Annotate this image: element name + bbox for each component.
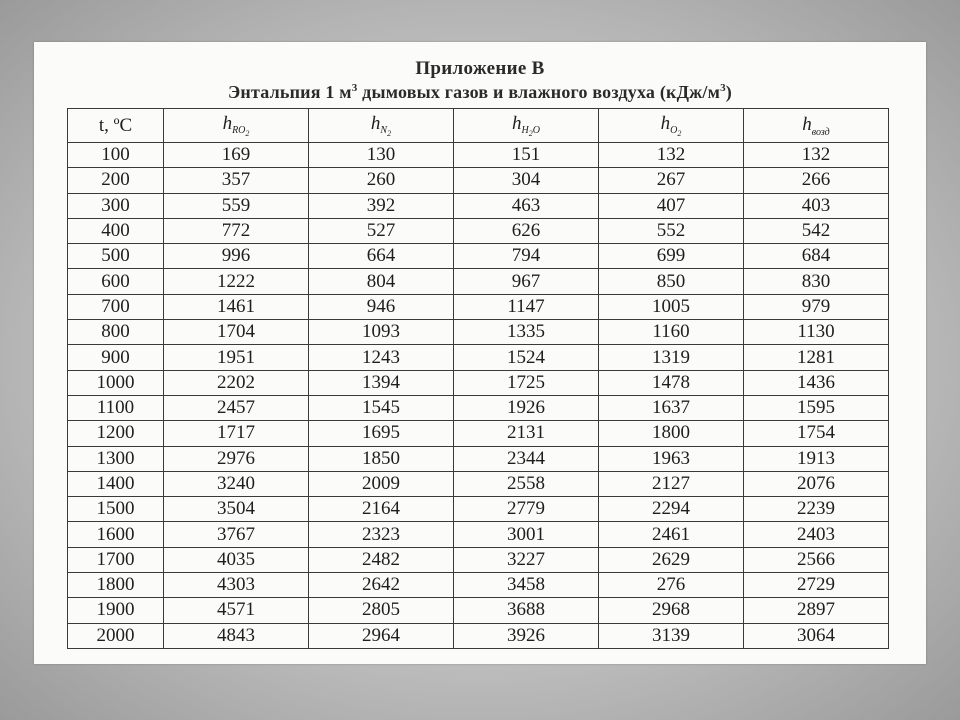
cell-temperature: 1500 [68, 497, 164, 522]
table-row [68, 497, 889, 522]
cell-h-ro2: 559 [164, 193, 309, 218]
table-caption: Энтальпия 1 $м^3$ дымовых газов и влажного воздуха $(кДж/м^3)$ [228, 82, 732, 102]
table-row [68, 269, 889, 294]
cell-h-n2: 946 [309, 294, 454, 319]
cell-h-o2: 850 [599, 269, 744, 294]
cell-h-ro2: 3240 [164, 471, 309, 496]
cell-h-o2: 1963 [599, 446, 744, 471]
cell-h-o2: 2461 [599, 522, 744, 547]
cell-temperature: 1100 [68, 395, 164, 420]
cell-h-n2: 1850 [309, 446, 454, 471]
cell-temperature: 1700 [68, 547, 164, 572]
table-row [68, 218, 889, 243]
cell-h-ro2: 2457 [164, 395, 309, 420]
cell-temperature: 500 [68, 244, 164, 269]
table-row [68, 294, 889, 319]
header-h-air: $h_{возд}$ [744, 109, 889, 143]
cell-h-h2o: 626 [454, 218, 599, 243]
cell-h-h2o: 3926 [454, 623, 599, 648]
cell-h-h2o: 151 [454, 143, 599, 168]
cell-h-ro2: 3767 [164, 522, 309, 547]
cell-h-air: 1281 [744, 345, 889, 370]
cell-h-h2o: 3688 [454, 598, 599, 623]
cell-h-o2: 2127 [599, 471, 744, 496]
cell-h-air: 542 [744, 218, 889, 243]
cell-h-o2: 276 [599, 573, 744, 598]
cell-h-o2: 699 [599, 244, 744, 269]
cell-h-o2: 2968 [599, 598, 744, 623]
cell-h-h2o: 1725 [454, 370, 599, 395]
cell-temperature: 200 [68, 168, 164, 193]
cell-h-h2o: 3458 [454, 573, 599, 598]
cell-h-h2o: 2779 [454, 497, 599, 522]
cell-h-n2: 1243 [309, 345, 454, 370]
cell-h-o2: 407 [599, 193, 744, 218]
table-row [68, 370, 889, 395]
cell-h-o2: 1800 [599, 421, 744, 446]
header-h-n2: $h_{N_2}$ [309, 109, 454, 143]
cell-temperature: 600 [68, 269, 164, 294]
cell-h-n2: 1394 [309, 370, 454, 395]
cell-h-ro2: 1717 [164, 421, 309, 446]
cell-h-o2: 3139 [599, 623, 744, 648]
cell-h-air: 2239 [744, 497, 889, 522]
header-h-ro2: $h_{RO_2}$ [164, 109, 309, 143]
header-row [68, 109, 889, 143]
table-row [68, 168, 889, 193]
cell-h-air: 1436 [744, 370, 889, 395]
cell-h-h2o: 2131 [454, 421, 599, 446]
cell-h-o2: 1319 [599, 345, 744, 370]
cell-h-n2: 2964 [309, 623, 454, 648]
cell-h-n2: 1545 [309, 395, 454, 420]
cell-h-o2: 1005 [599, 294, 744, 319]
cell-h-ro2: 4843 [164, 623, 309, 648]
cell-h-air: 2729 [744, 573, 889, 598]
cell-h-n2: 2642 [309, 573, 454, 598]
cell-h-o2: 2629 [599, 547, 744, 572]
cell-h-air: 979 [744, 294, 889, 319]
cell-h-h2o: 1147 [454, 294, 599, 319]
cell-h-ro2: 1704 [164, 320, 309, 345]
cell-h-h2o: 463 [454, 193, 599, 218]
cell-h-n2: 2164 [309, 497, 454, 522]
table-row [68, 471, 889, 496]
table-row [68, 623, 889, 648]
cell-h-n2: 527 [309, 218, 454, 243]
cell-h-n2: 2009 [309, 471, 454, 496]
cell-temperature: 1000 [68, 370, 164, 395]
header-temperature: t, ºC [68, 109, 164, 143]
cell-h-ro2: 772 [164, 218, 309, 243]
cell-temperature: 1400 [68, 471, 164, 496]
table-row [68, 522, 889, 547]
cell-h-n2: 804 [309, 269, 454, 294]
cell-h-h2o: 794 [454, 244, 599, 269]
cell-h-air: 684 [744, 244, 889, 269]
cell-temperature: 300 [68, 193, 164, 218]
table-row [68, 320, 889, 345]
document-page [34, 42, 926, 664]
cell-h-o2: 267 [599, 168, 744, 193]
table-body [68, 143, 889, 649]
cell-h-ro2: 4571 [164, 598, 309, 623]
cell-h-ro2: 2202 [164, 370, 309, 395]
cell-h-n2: 392 [309, 193, 454, 218]
cell-h-o2: 552 [599, 218, 744, 243]
table-row [68, 193, 889, 218]
cell-h-ro2: 1461 [164, 294, 309, 319]
enthalpy-table [67, 108, 889, 649]
cell-h-air: 2566 [744, 547, 889, 572]
cell-h-h2o: 3001 [454, 522, 599, 547]
cell-h-n2: 130 [309, 143, 454, 168]
cell-temperature: 2000 [68, 623, 164, 648]
cell-h-o2: 132 [599, 143, 744, 168]
cell-h-n2: 260 [309, 168, 454, 193]
cell-h-air: 132 [744, 143, 889, 168]
cell-h-air: 2403 [744, 522, 889, 547]
table-row [68, 345, 889, 370]
cell-temperature: 1800 [68, 573, 164, 598]
cell-temperature: 100 [68, 143, 164, 168]
table-row [68, 421, 889, 446]
cell-h-ro2: 4303 [164, 573, 309, 598]
cell-h-n2: 664 [309, 244, 454, 269]
cell-h-h2o: 2558 [454, 471, 599, 496]
cell-temperature: 1600 [68, 522, 164, 547]
cell-h-air: 266 [744, 168, 889, 193]
cell-h-h2o: 1926 [454, 395, 599, 420]
cell-h-n2: 2323 [309, 522, 454, 547]
cell-h-o2: 1478 [599, 370, 744, 395]
cell-h-ro2: 1951 [164, 345, 309, 370]
header-h-h2o: $h_{H_2O}$ [454, 109, 599, 143]
cell-h-air: 1913 [744, 446, 889, 471]
cell-h-h2o: 304 [454, 168, 599, 193]
cell-h-h2o: 1524 [454, 345, 599, 370]
cell-h-air: 1595 [744, 395, 889, 420]
cell-h-air: 1130 [744, 320, 889, 345]
table-row [68, 143, 889, 168]
cell-temperature: 800 [68, 320, 164, 345]
cell-h-ro2: 3504 [164, 497, 309, 522]
cell-h-h2o: 2344 [454, 446, 599, 471]
cell-h-o2: 2294 [599, 497, 744, 522]
cell-h-n2: 1093 [309, 320, 454, 345]
cell-h-air: 3064 [744, 623, 889, 648]
cell-h-h2o: 967 [454, 269, 599, 294]
cell-h-ro2: 169 [164, 143, 309, 168]
cell-h-ro2: 1222 [164, 269, 309, 294]
cell-h-ro2: 996 [164, 244, 309, 269]
table-row [68, 244, 889, 269]
cell-h-n2: 2482 [309, 547, 454, 572]
table-row [68, 395, 889, 420]
cell-h-h2o: 1335 [454, 320, 599, 345]
cell-h-ro2: 4035 [164, 547, 309, 572]
table-row [68, 598, 889, 623]
cell-h-ro2: 2976 [164, 446, 309, 471]
cell-h-air: 2076 [744, 471, 889, 496]
cell-h-air: 403 [744, 193, 889, 218]
table-row [68, 547, 889, 572]
cell-temperature: 1200 [68, 421, 164, 446]
cell-temperature: 700 [68, 294, 164, 319]
cell-h-o2: 1160 [599, 320, 744, 345]
header-h-o2: $h_{O_2}$ [599, 109, 744, 143]
cell-h-air: 1754 [744, 421, 889, 446]
cell-h-air: 2897 [744, 598, 889, 623]
cell-h-n2: 1695 [309, 421, 454, 446]
cell-h-o2: 1637 [599, 395, 744, 420]
cell-h-ro2: 357 [164, 168, 309, 193]
table-row [68, 446, 889, 471]
cell-h-n2: 2805 [309, 598, 454, 623]
cell-temperature: 900 [68, 345, 164, 370]
cell-h-h2o: 3227 [454, 547, 599, 572]
table-row [68, 573, 889, 598]
cell-temperature: 1300 [68, 446, 164, 471]
cell-temperature: 400 [68, 218, 164, 243]
appendix-title: Приложение В [415, 58, 545, 79]
cell-temperature: 1900 [68, 598, 164, 623]
cell-h-air: 830 [744, 269, 889, 294]
